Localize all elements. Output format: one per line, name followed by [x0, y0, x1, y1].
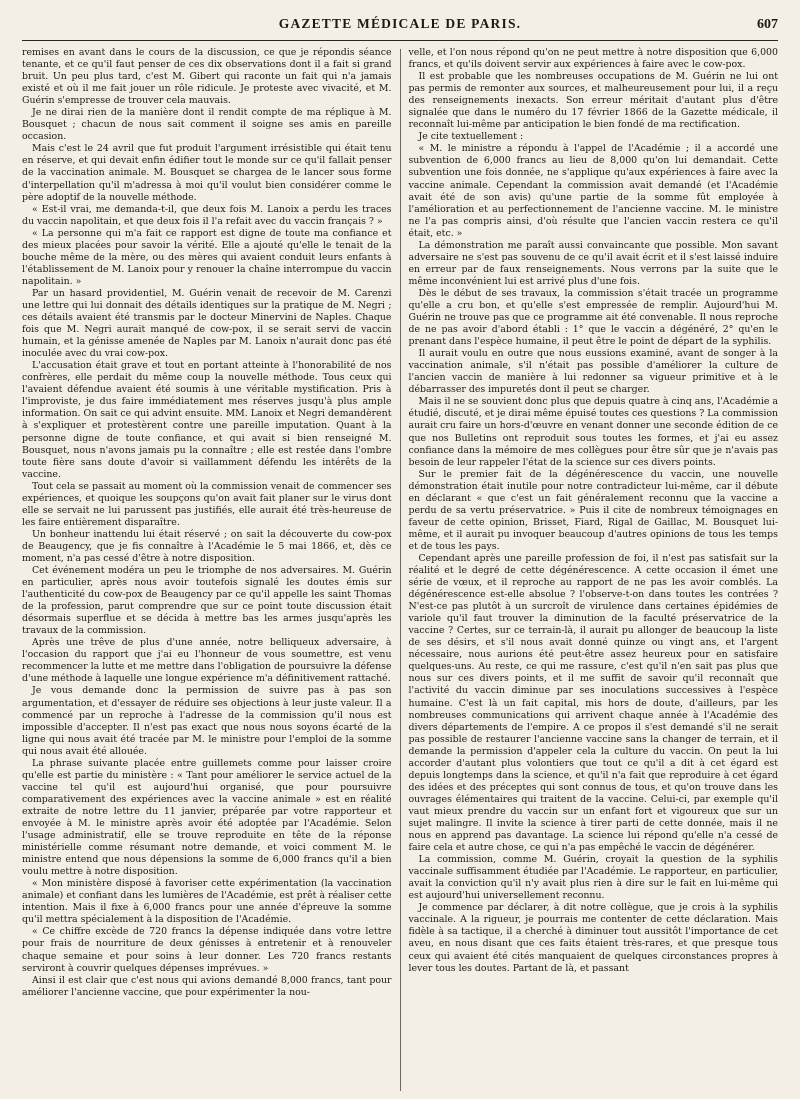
page-number: 607 [757, 17, 778, 32]
paragraph: « La personne qui m'a fait ce rapport est digne de toute ma confiance et des mieux placées pour savoir la vérité. Elle a ajouté qu'elle le tenait de la bouche même de la mère, ou des mères qui avaient conduit leurs enfants à l'établissement de M. Lanoix pour y renouer la chaîne interrompue du vaccin napolitain. » [22, 227, 392, 287]
paragraph: Cependant après une pareille profession de foi, il n'est pas satisfait sur la réalité et le degré de cette dégénérescence. A cette occasion il émet une série de vœux, et il reproche au rapport de ne pas les avoir comblés. La dégénérescence est-elle absolue ? l'observe-t-on dans toutes les contrées ? N'est-ce pas plutôt à un surcroît de virulence dans certaines épidémies de variole qu'il faut trouver la diminution de la faculté préservatrice de la vaccine ? Certes, sur ce terrain-là, il aurait pu allonger de beaucoup la liste de ses désirs, et s'il nous avait donné quinze ou vingt ans, et l'argent nécessaire, nous aurions été peut-être assez heureux pour en satisfaire quelques-uns. Au reste, ce qui me rassure, c'est qu'il n'en sait pas plus que nous sur ces divers points, et il me suffit de savoir qu'il reconnaît que l'activité du vaccin diminue par ses inoculations successives à l'espèce humaine. C'est là un fait capital, mis hors de doute, d'ailleurs, par les nombreuses communications qui arrivent chaque année à l'Académie des divers départements de l'empire. A ce propos il s'est demandé s'il ne serait pas possible de restaurer l'ancienne vaccine sans la changer de terrain, et il demande la permission d'appeler cela la culture du vaccin. On peut la lui accorder d'autant plus volontiers que tout ce qu'il a dit à cet égard est depuis longtemps dans la science, et qu'il n'a fait que reproduire à cet égard des idées et des préceptes qui sont connus de tous, et qu'on trouve dans les ouvrages élémentaires qui traitent de la vaccine. Celui-ci, par exemple qu'il vaut mieux prendre du vaccin sur un enfant fort et vigoureux que sur un sujet malingre. Il invite la science à tirer parti de cette donnée, mais il ne nous en apprend pas davantage. La science lui répond qu'elle n'a cessé de faire cela et autre chose, ce qui n'a pas empêché le vaccin de dégénérer. [408, 552, 778, 854]
text-columns [22, 47, 778, 1093]
paragraph: Il est probable que les nombreuses occupations de M. Guérin ne lui ont pas permis de remonter aux sources, et malheureusement pour lui, il a reçu des renseignements inexacts. Son erreur méritait d'autant plus d'être signalée que dans le numéro du 17 février 1866 de la Gazette médicale, il reconnaît lui-même par anticipation le bien fondé de ma rectification. [408, 71, 778, 131]
paragraph: La commission, comme M. Guérin, croyait la question de la syphilis vaccinale suffisamment étudiée par l'Académie. Le rapporteur, en particulier, avait la conviction qu'il n'y avait plus rien à dire sur le fait en lui-même qui est aujourd'hui universellement reconnu. [408, 854, 778, 902]
right-column [401, 47, 779, 1093]
paragraph: La phrase suivante placée entre guillemets comme pour laisser croire qu'elle est partie du ministère : « Tant pour améliorer le service actuel de la vaccine tel qu'il est aujourd'hui organisé, que pour poursuivre comparativement des expériences avec la vaccine animale » est en réalité extraite de notre lettre du 11 janvier, préparée par votre rapporteur et envoyée à M. le ministre après avoir été adoptée par l'Académie. Selon l'usage administratif, elle se trouve reproduite en tête de la réponse ministérielle comme résumant notre demande, et voici comment M. le ministre entend que nous dépensions la somme de 6,000 francs qu'il a bien voulu mettre à notre disposition. [22, 757, 392, 878]
paragraph: Je vous demande donc la permission de suivre pas à pas son argumentation, et d'essayer de réduire ses objections à leur juste valeur. Il a commencé par un reproche à l'adresse de la commission qu'il nous est impossible d'accepter. Il n'est pas exact que nous nous soyons écarté de la ligne qui nous avait été tracée par M. le ministre pour l'emploi de la somme qui nous avait été allouée. [22, 685, 392, 757]
paragraph: Mais il ne se souvient donc plus que depuis quatre à cinq ans, l'Académie a étudié, discuté, et je dirai même épuisé toutes ces questions ? La commission aurait cru faire un hors-d'œuvre en venant donner une seconde édition de ce que nos Bulletins ont reproduit sous toutes les formes, et j'ai eu assez confiance dans la mémoire de mes collègues pour être sûr que je n'avais pas besoin de leur rappeler l'état de la science sur ces divers points. [408, 396, 778, 468]
paragraph: Dès le début de ses travaux, la commission s'était tracée un programme qu'elle a cru bon, et qu'elle s'est empressée de remplir. Aujourd'hui M. Guérin ne trouve pas que ce programme ait été convenable. Il nous reproche de ne pas avoir d'abord établi : 1° que le vaccin a dégénéré, 2° qu'en le prenant dans l'espèce humaine, il peut être le point de départ de la syphilis. [408, 287, 778, 348]
paragraph: Cet événement modéra un peu le triomphe de nos adversaires. M. Guérin en particulier, après nous avoir toutefois signalé les doutes émis sur l'authenticité du cow-pox de Beaugency par ce qu'il appelle les saint Thomas de la profession, parut comprendre que sur ce point toute discussion était désormais superflue et se décida à mettre bas les armes jusqu'après les travaux de la commission. [22, 565, 392, 637]
paragraph: Tout cela se passait au moment où la commission venait de commencer ses expériences, et quoique les soupçons qu'on avait fait planer sur le virus dont elle se servait ne lui parussent pas justifiés, elle aurait été très-heureuse de les faire entièrement disparaître. [22, 480, 392, 528]
paragraph: Ainsi il est clair que c'est nous qui avions demandé 8,000 francs, tant pour améliorer l'ancienne vaccine, que pour expérimenter la nou- [22, 974, 392, 998]
paragraph: Je ne dirai rien de la manière dont il rendit compte de ma réplique à M. Bousquet ; chacun de nous sait comment il soigne ses amis en pareille occasion. [22, 107, 392, 143]
paragraph: Je commence par déclarer, à dit notre collègue, que je crois à la syphilis vaccinale. A la rigueur, je pourrais me contenter de cette déclaration. Mais fidèle à sa tactique, il a cherché à diminuer tout aussitôt l'importance de cet aveu, en nous disant que ces faits étaient très-rares, et que presque tous ceux qui avaient été cités manquaient de quelques circonstances propres à lever tous les doutes. Partant de là, et passant [408, 902, 778, 974]
paragraph: La démonstration me paraît aussi convaincante que possible. Mon savant adversaire ne s'est pas souvenu de ce qu'il avait écrit et il s'est laissé induire en erreur par de faux renseignements. Nous verrons par la suite que le même inconvénient lui est arrivé plus d'une fois. [408, 239, 778, 287]
paragraph: remises en avant dans le cours de la discussion, ce que je répondis séance tenante, et ce qu'il faut penser de ces dix observations dont il a fait si grand bruit. Un peu plus tard, c'est M. Gibert qui raconte un fait qui n'a jamais existé et où il me fait jouer un rôle ridicule. Je proteste avec vivacité, et M. Guérin s'empresse de trouver cela mauvais. [22, 47, 392, 107]
paragraph: Il aurait voulu en outre que nous eussions examiné, avant de songer à la vaccination animale, s'il n'était pas possible d'améliorer la culture de l'ancien vaccin de manière à lui redonner sa vigueur primitive et à le débarrasser des impuretés dont il peut se charger. [408, 348, 778, 396]
paragraph: Sur le premier fait de la dégénérescence du vaccin, une nouvelle démonstration était inutile pour notre contradicteur lui-même, car il débute en déclarant « que c'est un fait généralement reconnu que la vaccine a perdu de sa vertu préservatrice. » Puis il cite de nombreux témoignages en faveur de cette opinion, Brisset, Fiard, Rigal de Gaillac, M. Bousquet lui-même, et il aurait pu invoquer beaucoup d'autres opinions de tous les temps et de tous les pays. [408, 468, 778, 552]
paragraph: « Ce chiffre excède de 720 francs la dépense indiquée dans votre lettre pour frais de nourriture de deux génisses à entretenir et à renouveler chaque semaine et pour soins à leur donner. Les 720 francs restants serviront à couvrir quelques dépenses imprévues. » [22, 926, 392, 974]
paragraph: « Mon ministère disposé à favoriser cette expérimentation (la vaccination animale) et confiant dans les lumières de l'Académie, est prêt à réaliser cette intention. Mais il fixe à 6,000 francs pour une année d'épreuve la somme qu'il mettra spécialement à la disposition de l'Académie. [22, 878, 392, 926]
paragraph: Je cite textuellement : [418, 131, 524, 143]
paragraph: velle, et l'on nous répond qu'on ne peut mettre à notre disposition que 6,000 francs, et qu'ils doivent servir aux expériences à faire avec le cow-pox. [408, 47, 778, 71]
paragraph: Après une trêve de plus d'une année, notre belliqueux adversaire, à l'occasion du rapport que j'ai eu l'honneur de vous soumettre, est venu recommencer la lutte et me mettre dans l'obligation de poursuivre la défense d'une méthode à laquelle une longue expérience m'a définitivement rattaché. [22, 637, 392, 685]
page-header [22, 16, 778, 41]
paragraph: L'accusation était grave et tout en portant atteinte à l'honorabilité de nos confrères, elle perdait du même coup la nouvelle méthode. Tous ceux qui l'avaient défendue avaient été soumis à une véritable mystification. Pris à l'improviste, je dus faire immédiatement mes réserves jusqu'à plus ample information. On sait ce qui advint ensuite. MM. Lanoix et Negri demandèrent à s'expliquer et protestèrent contre une pareille imputation. Quant à la personne digne de toute confiance, et qui avait si bien renseigné M. Bousquet, nous n'avons jamais pu la connaître ; elle est restée dans l'ombre toute fière sans doute d'avoir si vaillamment défendu les intérêts de la vaccine. [22, 360, 392, 480]
paragraph: « Est-il vrai, me demanda-t-il, que deux fois M. Lanoix a perdu les traces du vaccin napolitain, et que deux fois il l'a refait avec du vaccin français ? » [22, 203, 392, 227]
paragraph: Un bonheur inattendu lui était réservé ; on sait la découverte du cow-pox de Beaugency, que je fis connaître à l'Académie le 5 mai 1866, et, dès ce moment, n'a pas cessé d'être à notre disposition. [22, 528, 392, 564]
running-head: GAZETTE MÉDICALE DE PARIS. [278, 16, 522, 31]
paragraph: « M. le ministre a répondu à l'appel de l'Académie ; il a accordé une subvention de 6,000 francs au lieu de 8,000 qu'on lui demandait. Cette subvention une fois donnée, ne s'applique qu'aux expériences à faire avec la vaccine animale. Cependant la commission avait demandé (et l'Académie avait été de son avis) qu'une partie de la somme fût employée à l'amélioration et au perfectionnement de l'ancienne vaccine. M. le ministre ne l'a pas compris ainsi, d'où résulte que l'ancien vaccin restera ce qu'il était, etc. » [408, 143, 778, 239]
left-column [22, 47, 400, 1093]
paragraph: Par un hasard providentiel, M. Guérin venait de recevoir de M. Carenzi une lettre qui lui donnait des détails identiques sur la pratique de M. Negri ; ces détails avaient été transmis par le docteur Minervini de Naples. Chaque fois que M. Negri aurait manqué de cow-pox, il se serait servi de vaccin humain, et la génisse amenée de Naples par M. Lanoix n'aurait donc pas été inoculée avec du vrai cow-pox. [22, 287, 392, 360]
paragraph: Mais c'est le 24 avril que fut produit l'argument irrésistible qui était tenu en réserve, et qui devait enfin édifier tout le monde sur ce qu'il fallait penser de la vaccination animale. M. Bousquet se chargea de le lancer sous forme d'interpellation qu'il m'adressa à moi qu'il voulut bien considérer comme le père adoptif de la nouvelle méthode. [22, 143, 392, 203]
